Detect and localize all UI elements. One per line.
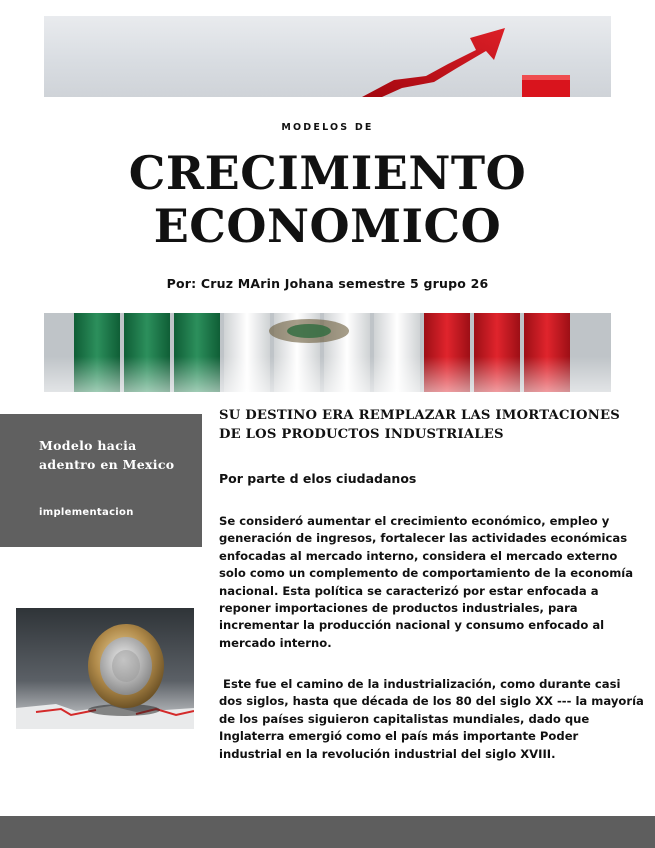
growth-arrow-icon (44, 16, 611, 97)
title-line-2: ECONOMICO (153, 199, 502, 253)
peso-coin-image (16, 608, 194, 729)
growth-arrow-image (44, 16, 611, 97)
sidebar-subtitle: implementacion (39, 507, 134, 518)
coin-icon (16, 608, 194, 729)
sidebar-box (0, 414, 202, 547)
sidebar-title: Modelo hacia adentro en Mexico (39, 438, 175, 472)
article-paragraph-2: Este fue el camino de la industrialización, como durante casi dos siglos, hasta que década de los 80 del siglo XX --- la mayoría de los países siguieron capitalistas mundiales, dado que Inglaterra emergió como el país más importante Poder industrial en la revolución industrial del siglo XVIII. (219, 677, 648, 761)
flag-columns-icon (44, 313, 611, 392)
article-paragraph-1: Se consideró aumentar el crecimiento económico, empleo y generación de ingresos, fortalecer las actividades económicas enfocadas al mercado interno, considera el mercado externo solo como un complemento de comportamiento de la economía nacional. Esta política se caracterizó por estar enfocada a reponer importaciones de productos industriales, para incrementar la producción nacional y consumo enfocado al mercado interno. (219, 514, 634, 650)
page-title (0, 147, 655, 253)
article-subheading: Por parte d elos ciudadanos (219, 471, 417, 486)
author-byline: Por: Cruz MArin Johana semestre 5 grupo 26 (166, 276, 489, 291)
kicker-text: MODELOS DE (281, 122, 374, 133)
article-heading: SU DESTINO ERA REMPLAZAR LAS IMORTACIONES DE LOS PRODUCTOS INDUSTRIALES (219, 408, 620, 442)
title-line-1: CRECIMIENTO (128, 146, 527, 200)
mexican-flag-image (44, 313, 611, 392)
footer-bar (0, 816, 655, 848)
